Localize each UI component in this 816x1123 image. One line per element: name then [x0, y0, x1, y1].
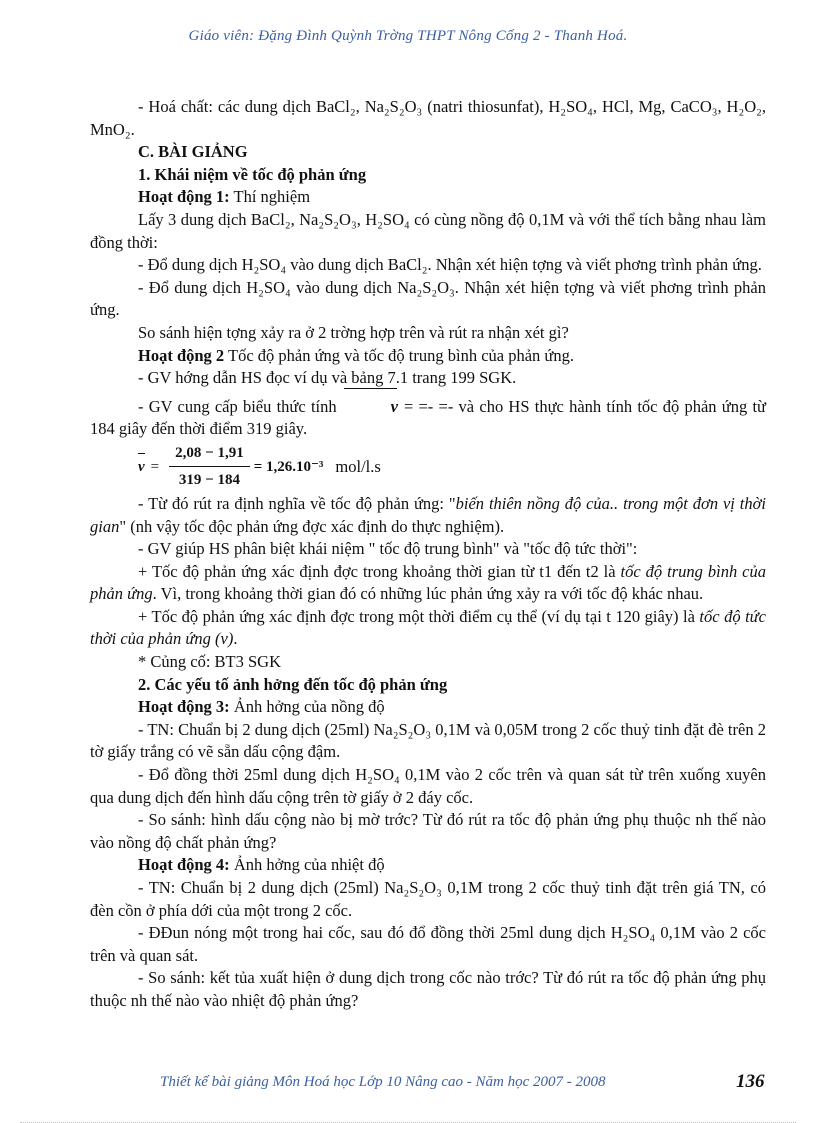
formula-numerator: 2,08 − 1,91 [169, 442, 250, 468]
consolidation: * Củng cố: BT3 SGK [138, 652, 282, 672]
paragraph-9-b: . Vì, trong khoảng thời gian đó có những lúc phản ứng xảy ra với tốc độ khác nhau. [152, 584, 704, 604]
formula-lhs: v [138, 456, 145, 479]
paragraph-10 [90, 606, 766, 651]
formula-denominator: 319 − 184 [178, 472, 240, 489]
instant-rate-italic: tốc độ tức thời của phản ứng (v) [90, 606, 766, 649]
paragraph-8: - GV giúp HS phân biệt khái niệm " tốc độ trung bình" và "tốc độ tức thời": [138, 539, 638, 559]
paragraph-5: - GV hớng dẫn HS đọc ví dụ và bảng 7.1 trang 199 SGK. [138, 368, 517, 388]
activity-1-text: Thí nghiệm [229, 187, 311, 207]
activity-2 [90, 345, 766, 368]
rate-formula: v = $\frac{2,08 - 1,91}{319 - 184}$ = 1,26.10⁻³ mol/l.s [90, 441, 766, 493]
paragraph-6 [90, 396, 766, 441]
section-1-heading: 1. Khái niệm về tốc độ phản ứng [138, 164, 367, 184]
velocity-symbol: v [343, 396, 398, 419]
paragraph-12: - TN: Chuẩn bị 2 dung dịch (25ml) Na₂S₂O₃ 0,1M và 0,05M trong 2 cốc thuỷ tinh đặt đè trên 2 tờ giấy trắng có vẽ sẵn dấu cộng đậm. [90, 719, 766, 762]
page-number: 136 [736, 1071, 765, 1092]
paragraph-7-b: " (nh vậy tốc độc phản ứng đợc xác định do thực nghiệm). [119, 516, 505, 536]
activity-4-label: Hoạt động 4: [138, 855, 230, 875]
paragraph-13: - Đổ đồng thời 25ml dung dịch H₂SO₄ 0,1M vào 2 cốc trên và quan sát từ trên xuống xuyên qua dung dịch đến hình dấu cộng trên tờ giấy ở 2 đáy cốc. [90, 765, 766, 807]
paragraph-17: - So sánh: kết tủa xuất hiện ở dung dịch trong cốc nào trớc? Từ đó rút ra tốc độ phản ứng phụ thuộc nh thế nào vào nhiệt độ phản ứng? [90, 968, 766, 1010]
paragraph-6-b: = =- =- và cho HS thực hành tính tốc độ phản ứng từ 184 giây đến thời điểm 319 giây. [90, 396, 766, 439]
document-body [90, 96, 766, 1013]
section-2-heading: 2. Các yếu tố ảnh hởng đến tốc độ phản ứng [138, 674, 448, 694]
average-rate-italic: tốc độ trung bình của phản ứng [90, 561, 766, 604]
paragraph-3: - Đổ dung dịch H₂SO₄ vào dung dịch Na₂S₂O₃. Nhận xét hiện tợng và viết phơng trình phản ứng. [90, 277, 766, 320]
activity-3-text: Ảnh hởng của nồng độ [229, 697, 385, 717]
page-header: Giáo viên: Đặng Đình Quỳnh Trờng THPT Nông Cống 2 - Thanh Hoá. [188, 28, 628, 44]
paragraph-16: - ĐĐun nóng một trong hai cốc, sau đó đổ đồng thời 25ml dung dịch H₂SO₄ 0,1M vào 2 cốc trên và quan sát. [90, 923, 766, 965]
activity-1 [90, 186, 766, 209]
paragraph-7-a: - Từ đó rút ra định nghĩa về tốc độ phản ứng: " [138, 493, 456, 513]
activity-4-text: Ảnh hởng của nhiệt độ [229, 855, 385, 875]
paragraph-9 [90, 561, 766, 606]
activity-2-text: Tốc độ phản ứng và tốc độ trung bình của phản ứng. [224, 345, 574, 365]
paragraph-6-a: - GV cung cấp biểu thức tính [138, 396, 337, 416]
activity-4 [90, 854, 766, 877]
formula-unit: mol/l.s [335, 456, 381, 476]
section-c-heading: C. BÀI GIẢNG [138, 142, 248, 162]
paragraph-1: Lấy 3 dung dịch BaCl₂, Na₂S₂O₃, H₂SO₄ có cùng nồng độ 0,1M và với thể tích bằng nhau làm đồng thời: [90, 209, 766, 252]
formula-fraction [169, 442, 250, 492]
paragraph-10-b: . [233, 629, 238, 649]
activity-2-label: Hoạt động 2 [138, 345, 225, 365]
definition-italic: biến thiên nồng độ của.. trong một đơn vị thời gian [90, 493, 766, 536]
footer-text: Thiết kế bài giảng Môn Hoá học Lớp 10 Nâng cao - Năm học 2007 - 2008 [160, 1074, 606, 1090]
paragraph-10-a: + Tốc độ phản ứng xác định đợc trong một thời điểm cụ thể (ví dụ tại t 120 giây) là [138, 606, 700, 626]
activity-3 [90, 696, 766, 719]
activity-3-label: Hoạt động 3: [138, 697, 230, 717]
formula-result: = 1,26.10⁻³ [253, 458, 324, 475]
paragraph-9-a: + Tốc độ phản ứng xác định đợc trong khoảng thời gian từ t1 đến t2 là [138, 561, 621, 581]
chemicals-line: - Hoá chất: các dung dịch BaCl₂, Na₂S₂O₃ (natri thiosunfat), H₂SO₄, HCl, Mg, CaCO₃, H₂O₂, MnO₂. [90, 97, 766, 139]
activity-1-label: Hoạt động 1: [138, 187, 230, 207]
paragraph-7 [90, 493, 766, 538]
paragraph-14: - So sánh: hình dấu cộng nào bị mờ trớc? Từ đó rút ra tốc độ phản ứng phụ thuộc nh thế nào vào nồng độ chất phản ứng? [90, 810, 766, 852]
paragraph-15: - TN: Chuẩn bị 2 dung dịch (25ml) Na₂S₂O₃ 0,1M trong 2 cốc thuỷ tinh đặt trên giá TN, có đèn cồn ở phía dới của một trong 2 cốc. [90, 878, 766, 920]
paragraph-2: - Đổ dung dịch H₂SO₄ vào dung dịch BaCl₂. Nhận xét hiện tợng và viết phơng trình phản ứng. [138, 255, 762, 275]
paragraph-4: So sánh hiện tợng xảy ra ở 2 trờng hợp trên và rút ra nhận xét gì? [138, 322, 569, 342]
